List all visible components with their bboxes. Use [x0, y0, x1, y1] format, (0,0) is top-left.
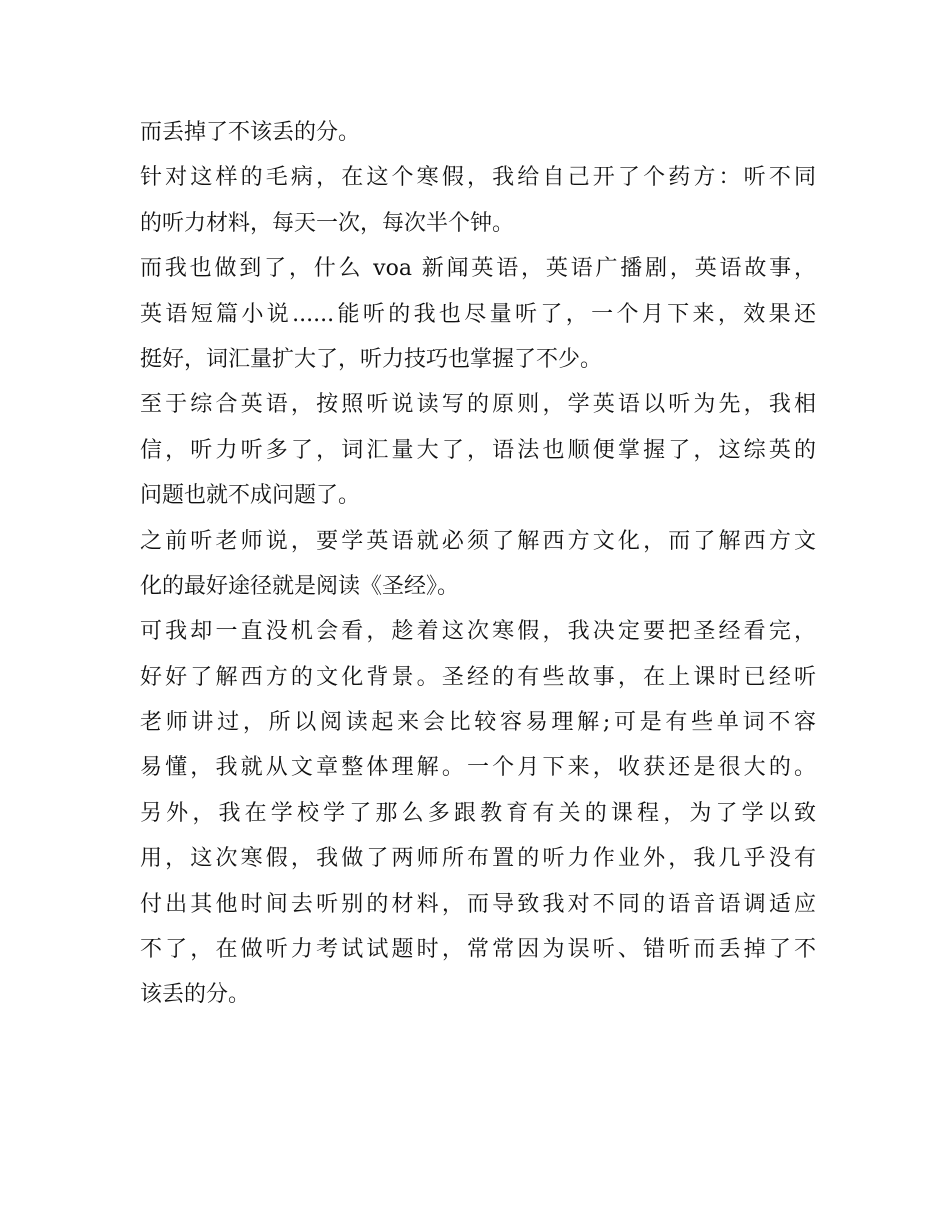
text-line-20: 该丢的分。 — [140, 982, 251, 1008]
text-line-19: 不了，在做听力考试试题时，常常因为误听、错听而丢掉了不 — [140, 937, 816, 963]
text-line-10: 之前听老师说，要学英语就必须了解西方文化，而了解西方文 — [140, 528, 816, 554]
text-line-2: 针对这样的毛病，在这个寒假，我给自己开了个药方：听不同 — [140, 165, 816, 191]
text-line-15: 易懂，我就从文章整体理解。一个月下来，收获还是很大的。 — [140, 755, 816, 781]
text-line-9: 问题也就不成问题了。 — [140, 483, 361, 509]
text-line-5: 英语短篇小说......能听的我也尽量听了，一个月下来，效果还 — [140, 301, 816, 327]
text-line-14: 老师讲过，所以阅读起来会比较容易理解;可是有些单词不容 — [140, 710, 816, 736]
text-line-12: 可我却一直没机会看，趁着这次寒假，我决定要把圣经看完， — [140, 619, 816, 645]
text-line-18: 付出其他时间去听别的材料，而导致我对不同的语音语调适应 — [140, 891, 816, 917]
document-body — [140, 110, 816, 1018]
text-line-13: 好好了解西方的文化背景。圣经的有些故事，在上课时已经听 — [140, 664, 816, 690]
text-line-17: 用，这次寒假，我做了两师所布置的听力作业外，我几乎没有 — [140, 846, 816, 872]
text-line-6: 挺好，词汇量扩大了，听力技巧也掌握了不少。 — [140, 346, 603, 372]
text-line-11: 化的最好途径就是阅读《圣经》。 — [140, 573, 460, 599]
text-line-8: 信，听力听多了，词汇量大了，语法也顺便掌握了，这综英的 — [140, 437, 816, 463]
text-line-7: 至于综合英语，按照听说读写的原则，学英语以听为先，我相 — [140, 392, 816, 418]
text-line-1: 而丢掉了不该丢的分。 — [140, 120, 361, 145]
text-line-16: 另外，我在学校学了那么多跟教育有关的课程，为了学以致 — [140, 800, 816, 826]
text-line-3: 的听力材料，每天一次，每次半个钟。 — [140, 210, 515, 236]
text-line-4: 而我也做到了，什么 voa 新闻英语，英语广播剧，英语故事， — [140, 256, 816, 282]
